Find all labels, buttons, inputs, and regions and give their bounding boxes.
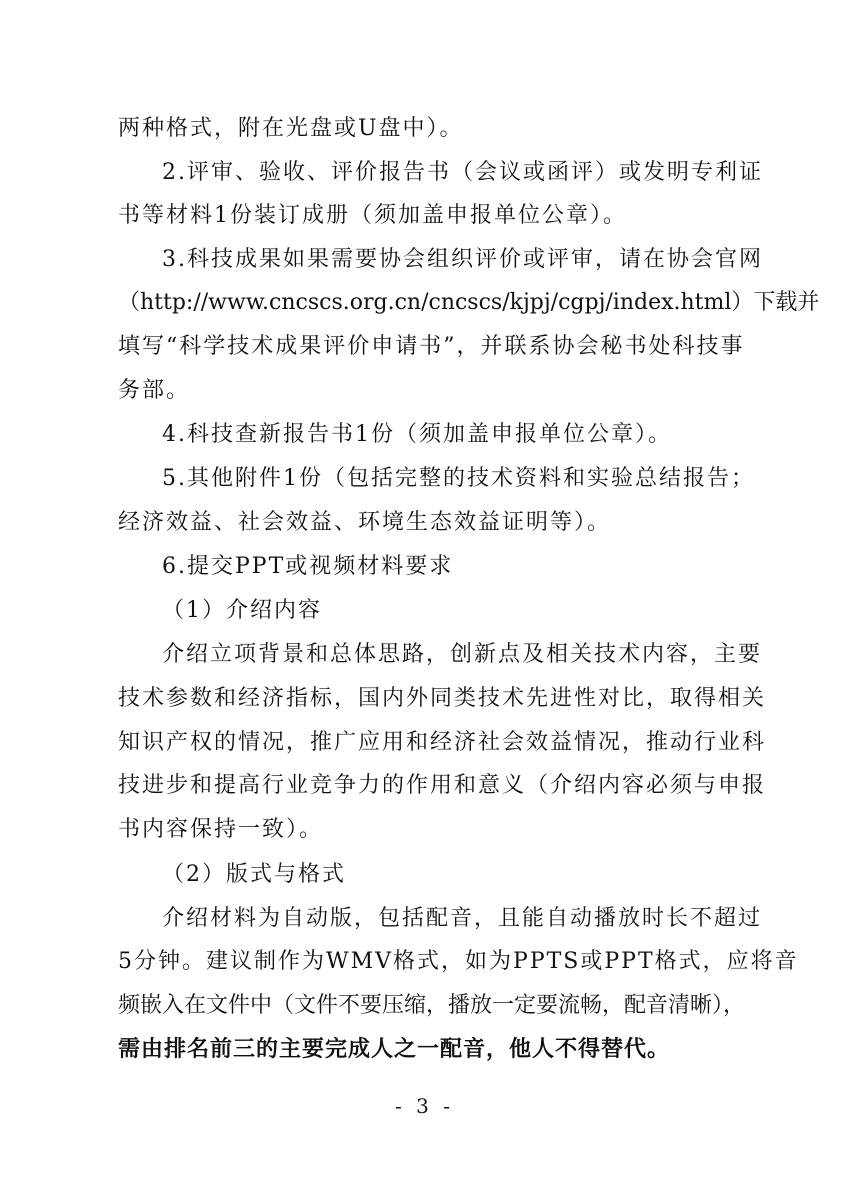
page-number: - 3 - xyxy=(395,1094,454,1118)
paragraph-line: 5.其他附件1份（包括完整的技术资料和实验总结报告； xyxy=(162,466,755,491)
paragraph-line: 介绍材料为自动版，包括配音，且能自动播放时长不超过 xyxy=(162,906,763,931)
paragraph-line: 经济效益、社会效益、环境生态效益证明等）。 xyxy=(118,510,612,535)
subsection-heading: （1）介绍内容 xyxy=(162,598,322,623)
bold-requirement-line: 需由排名前三的主要完成人之一配音，他人不得替代。 xyxy=(118,1037,671,1062)
paragraph-line: 技术参数和经济指标，国内外同类技术先进性对比，取得相关 xyxy=(118,686,767,711)
paragraph-line: 4.科技查新报告书1份（须加盖申报单位公章）。 xyxy=(162,422,672,447)
paragraph-line: 介绍立项背景和总体思路，创新点及相关技术内容，主要 xyxy=(162,642,763,667)
paragraph-line: 3.科技成果如果需要协会组织评价或评审，请在协会官网 xyxy=(162,247,763,272)
paragraph-line: 两种格式，附在光盘或U盘中）。 xyxy=(118,116,464,141)
paragraph-line: 知识产权的情况，推广应用和经济社会效益情况，推动行业科 xyxy=(118,730,767,755)
paragraph-line: 频嵌入在文件中（文件不要压缩，播放一定要流畅，配音清晰）， xyxy=(118,993,746,1018)
paragraph-line: 技进步和提高行业竞争力的作用和意义（介绍内容必须与申报 xyxy=(118,773,767,798)
section-heading: 6.提交PPT或视频材料要求 xyxy=(162,554,454,579)
paragraph-line: 填写“科学技术成果评价申请书”，并联系协会秘书处科技事 xyxy=(118,334,745,359)
paragraph-line: 书等材料1份装订成册（须加盖申报单位公章）。 xyxy=(118,203,627,228)
paragraph-line: 务部。 xyxy=(118,378,191,403)
subsection-heading: （2）版式与格式 xyxy=(162,862,346,887)
paragraph-line: 书内容保持一致）。 xyxy=(118,817,324,842)
paragraph-line-url: （http://www.cncscs.org.cn/cncscs/kjpj/cgpj/index.html）下载并 xyxy=(118,290,820,315)
paragraph-line: 2.评审、验收、评价报告书（会议或函评）或发明专利证 xyxy=(162,160,763,185)
paragraph-line: 5分钟。建议制作为WMV格式，如为PPTS或PPT格式，应将音 xyxy=(118,949,799,974)
